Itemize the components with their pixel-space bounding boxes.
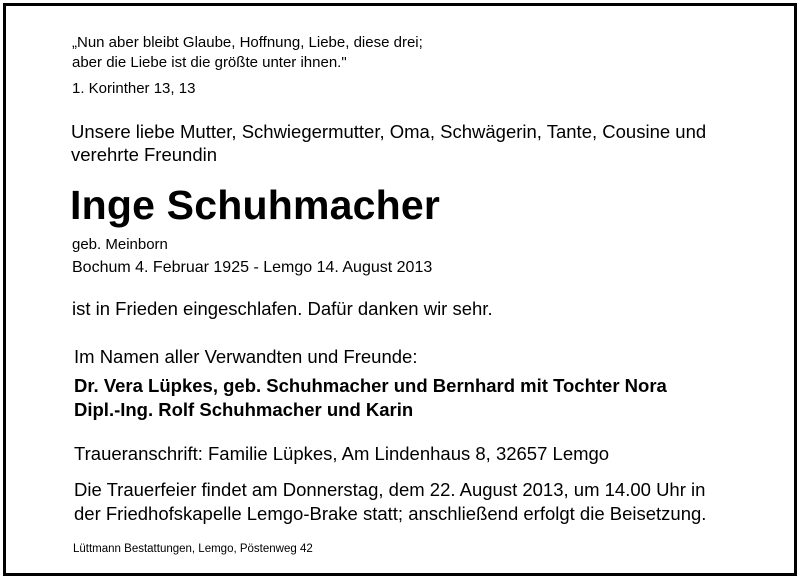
mourners-line-1: Dr. Vera Lüpkes, geb. Schuhmacher und Bernhard mit Tochter Nora	[74, 375, 667, 396]
mourners-line-2: Dipl.-Ing. Rolf Schuhmacher und Karin	[74, 399, 414, 420]
undertaker-credit: Lüttmann Bestattungen, Lemgo, Pöstenweg 42	[73, 543, 313, 555]
life-dates: Bochum 4. Februar 1925 - Lemgo 14. August 2013	[72, 259, 433, 276]
funeral-info-line-2: der Friedhofskapelle Lemgo-Brake statt; anschließend erfolgt die Beisetzung.	[74, 503, 707, 524]
mourning-address: Traueranschrift: Familie Lüpkes, Am Lindenhaus 8, 32657 Lemgo	[74, 443, 610, 464]
bible-reference: 1. Korinther 13, 13	[72, 80, 196, 97]
birth-name: geb. Meinborn	[72, 236, 168, 253]
funeral-info-line-1: Die Trauerfeier findet am Donnerstag, dem 22. August 2013, um 14.00 Uhr in	[74, 479, 706, 500]
deceased-name: Inge Schuhmacher	[70, 182, 441, 228]
mourners-heading: Im Namen aller Verwandten und Freunde:	[74, 346, 418, 367]
bible-quote-line-2: aber die Liebe ist die größte unter ihnen."	[72, 54, 347, 71]
intro-line-1: Unsere liebe Mutter, Schwiegermutter, Oma, Schwägerin, Tante, Cousine und	[71, 121, 707, 142]
bible-quote-line-1: „Nun aber bleibt Glaube, Hoffnung, Liebe, diese drei;	[72, 34, 423, 51]
passing-statement: ist in Frieden eingeschlafen. Dafür danken wir sehr.	[72, 298, 493, 319]
intro-line-2: verehrte Freundin	[71, 144, 218, 165]
